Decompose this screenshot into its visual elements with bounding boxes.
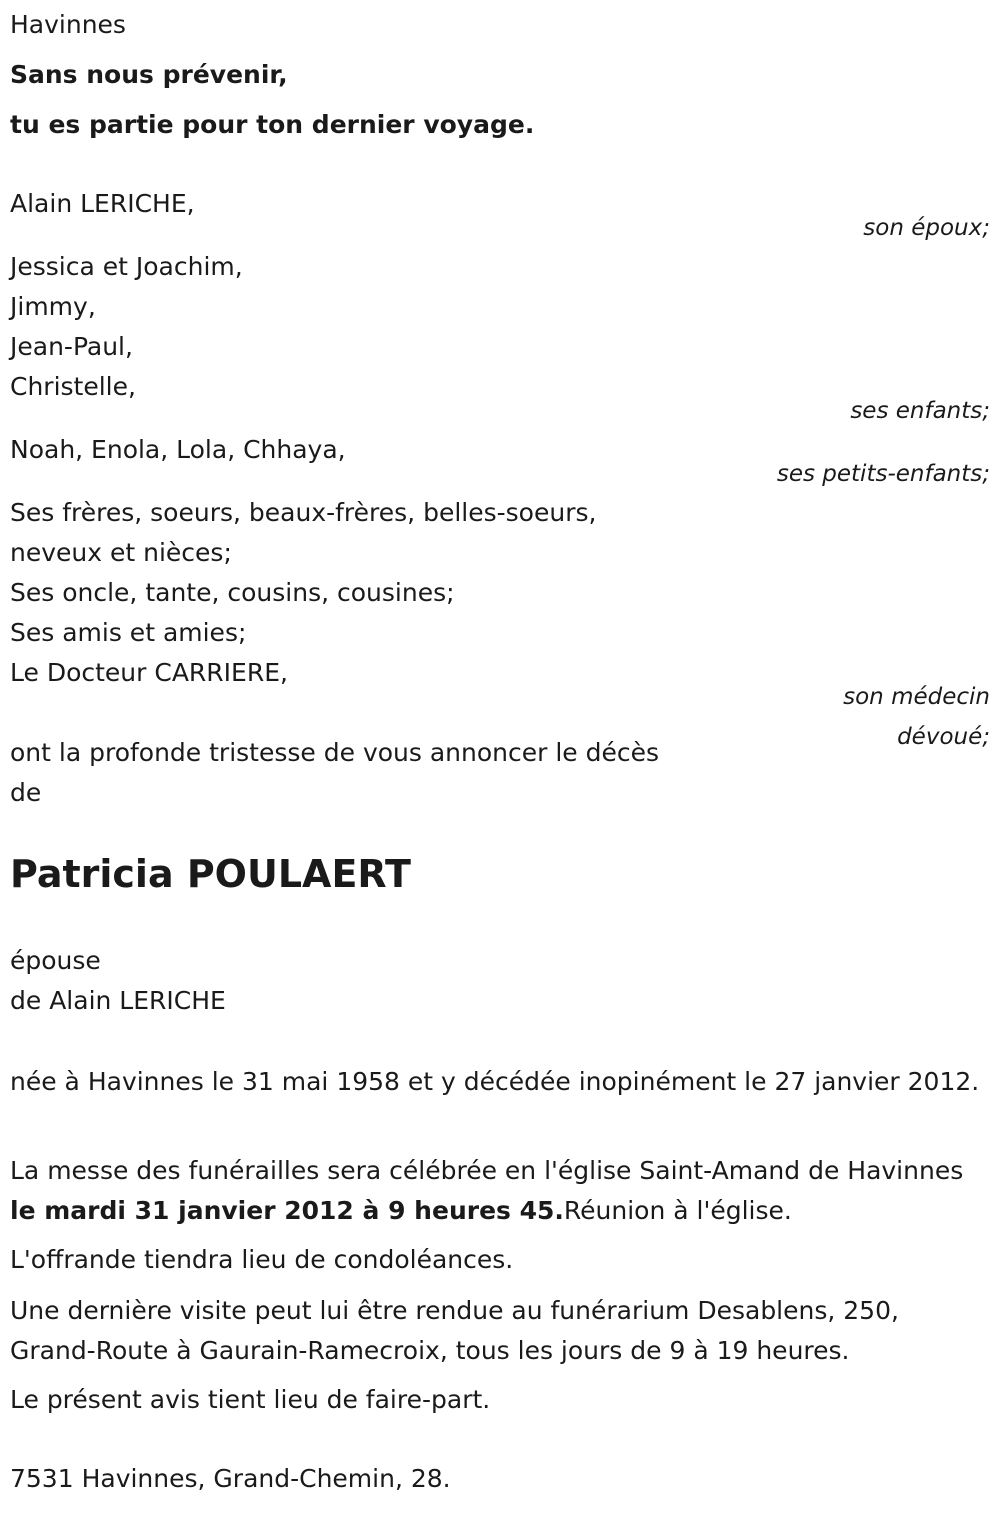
husband-name: Alain LERICHE, (10, 189, 195, 218)
mass-intro: La messe des funérailles sera célébrée en l'église Saint-Amand de Havinnes (10, 1156, 964, 1185)
child-name: Jimmy, (10, 292, 96, 321)
announcement-line-1: ont la profonde tristesse de vous annoncer le décès (10, 738, 660, 767)
child-name: Jean-Paul, (10, 332, 133, 361)
announcement-line-2: de (10, 778, 42, 807)
child-name: Jessica et Joachim, (10, 252, 243, 281)
funeral-mass-paragraph (10, 1151, 985, 1231)
deceased-name: Patricia POULAERT (10, 852, 411, 896)
husband-role: son époux; (863, 215, 990, 241)
relatives-line: Ses amis et amies; (10, 618, 247, 647)
relatives-line: Ses frères, soeurs, beaux-frères, belles-soeurs, (10, 498, 597, 527)
verse-line-1: Sans nous prévenir, (10, 60, 288, 89)
doctor-name: Le Docteur CARRIERE, (10, 658, 288, 687)
grandchildren-role: ses petits-enfants; (776, 461, 990, 487)
doctor-role-line-1: son médecin (843, 684, 990, 710)
notice-line: Le présent avis tient lieu de faire-part. (10, 1385, 491, 1414)
child-name: Christelle, (10, 372, 136, 401)
offering-note: L'offrande tiendra lieu de condoléances. (10, 1245, 514, 1274)
verse-line-2: tu es partie pour ton dernier voyage. (10, 110, 535, 139)
relatives-line: neveux et nièces; (10, 538, 232, 567)
header-place: Havinnes (10, 10, 126, 39)
mass-outro: Réunion à l'église. (563, 1196, 792, 1225)
grandchildren-names: Noah, Enola, Lola, Chhaya, (10, 435, 346, 464)
spouse-line-1: épouse (10, 946, 101, 975)
birth-death-paragraph: née à Havinnes le 31 mai 1958 et y décédée inopinément le 27 janvier 2012. (10, 1067, 980, 1096)
address-line: 7531 Havinnes, Grand-Chemin, 28. (10, 1464, 451, 1493)
mass-date: le mardi 31 janvier 2012 à 9 heures 45. (10, 1196, 564, 1225)
spouse-line-2: de Alain LERICHE (10, 986, 226, 1015)
visit-paragraph: Une dernière visite peut lui être rendue au funérarium Desablens, 250, Grand-Route à Gaurain-Ramecroix, tous les jours de 9 à 19 heures. (10, 1296, 899, 1365)
children-role: ses enfants; (850, 398, 990, 424)
relatives-line: Ses oncle, tante, cousins, cousines; (10, 578, 455, 607)
doctor-role-line-2: dévoué; (897, 724, 990, 750)
